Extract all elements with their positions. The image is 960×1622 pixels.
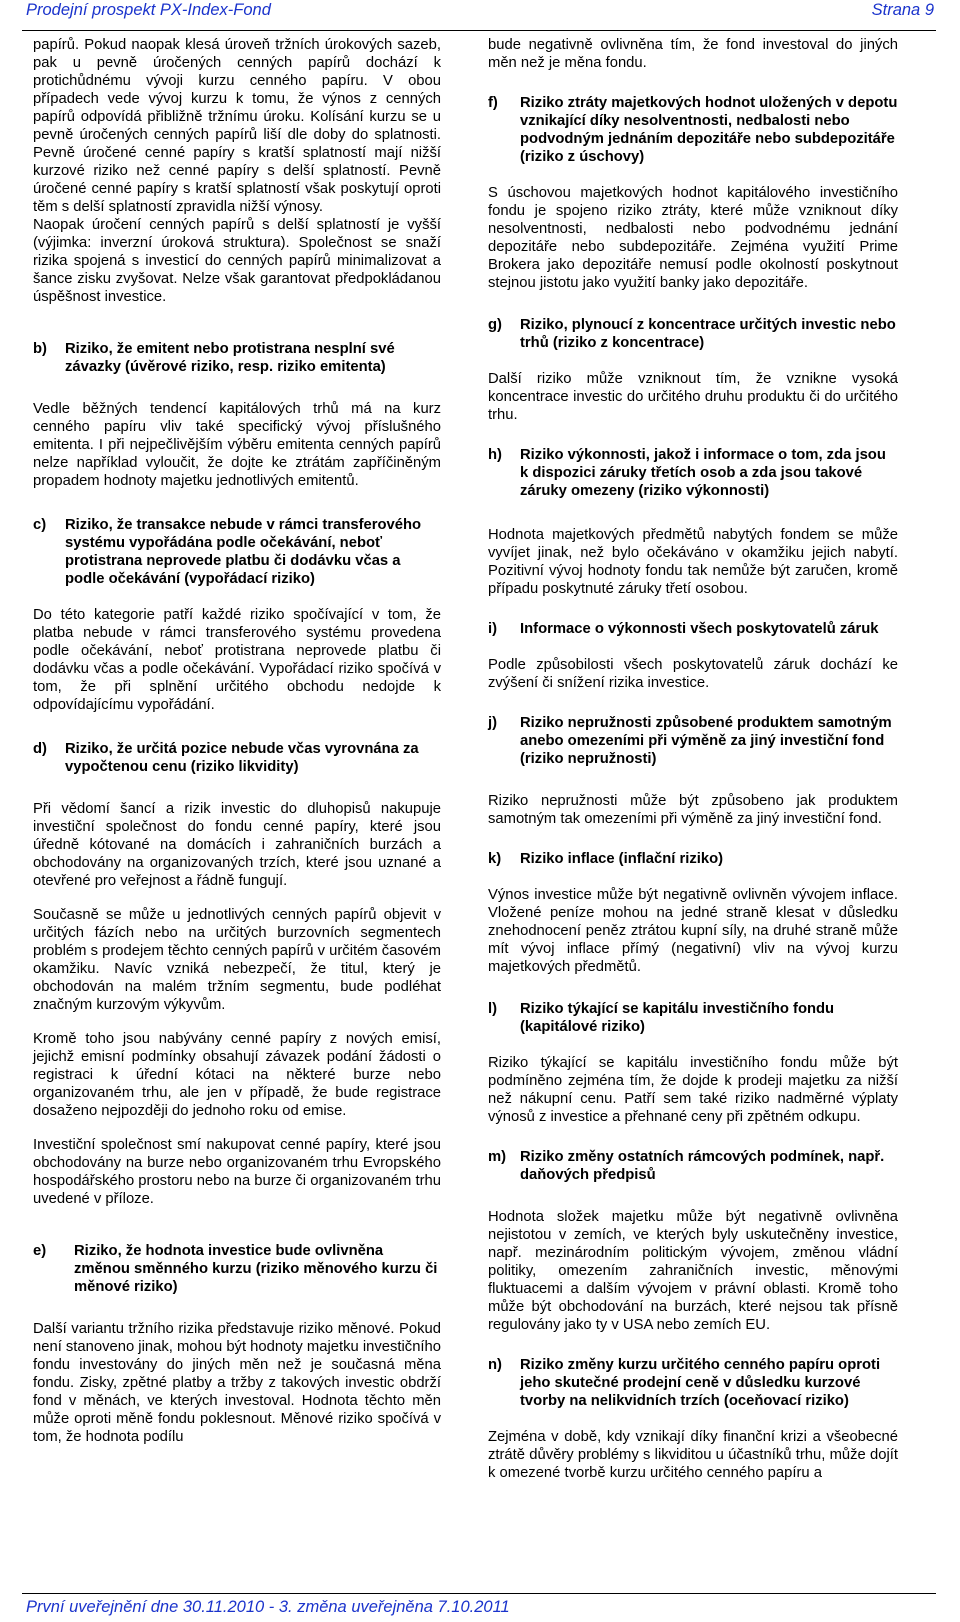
paragraph: Kromě toho jsou nabývány cenné papíry z nových emisí, jejichž emisní podmínky obsahují závazek podání žádosti o registraci k úřední kótaci na některé burze nebo organizovaném trhu, ale jen v případě, že bude registrace dosaženo nejpozději do jednoho roku od emise. (33, 1031, 441, 1119)
paragraph: Podle způsobilosti všech poskytovatelů záruk dochází ke zvýšení či snížení rizika investice. (488, 657, 898, 691)
section-letter: b) (33, 341, 47, 357)
section-letter: l) (488, 1001, 498, 1017)
section-heading-h (488, 446, 898, 500)
paragraph: Riziko nepružnosti může být způsobeno jak produktem samotným tak omezeními při výměně za jiný investiční fond. (488, 793, 898, 827)
page-header (22, 0, 936, 31)
page-footer (22, 1593, 936, 1622)
section-letter: d) (33, 741, 47, 757)
paragraph: Do této kategorie patří každé riziko spočívající v tom, že platba nebude v rámci transferového systému provedena podle očekávání, neboť protistrana neprovede platbu či dodávku včas a podle očekávání. Vypořádací riziko spočívá v tom, že při splnění určitého obchodu nedojde k odpovídajícímu vypořádání. (33, 607, 441, 713)
section-heading-c (33, 516, 441, 588)
section-heading-n (488, 1356, 898, 1410)
paragraph: Současně se může u jednotlivých cenných papírů objevit v určitých fázích nebo na určitých burzovních segmentech problém s prodejem těchto cenných papírů v určitém časovém okamžiku. Navíc vzniká nebezpečí, že titul, který je obchodován na malém tržním segmentu, bude podléhat značným kurzovým výkyvům. (33, 907, 441, 1013)
section-heading-g (488, 316, 898, 352)
paragraph: Riziko týkající se kapitálu investičního fondu může být podmíněno zejména tím, že dojde k prodeji majetku za nižší než nákupní cenu. Patří sem také riziko nadměrné výplaty výnosů z investice a přehnané ceny při zpětném odkupu. (488, 1055, 898, 1125)
section-letter: i) (488, 621, 498, 637)
paragraph: papírů. Pokud naopak klesá úroveň tržních úrokových sazeb, pak u pevně úročených cenných papírů dochází k protichůdnému vývoji kurzu cenného papíru. V obou případech vede vývoj kurzu k tomu, že výnos z cenných papírů odpovídá přibližně tržnímu úroku. Kolísání kurzu se u pevně úročených cenných papírů liší dle doby do splatnosti. Pevně úročené cenné papíry s kratší splatností mají nižší kurzové riziko než cenné papíry s delší splatností. Pevně úročené cenné papíry s kratší splatností však poskytují oproti těm s delší splatností zpravidla nižší výnosy. (33, 37, 441, 215)
section-title: Riziko, že transakce nebude v rámci transferového systému vypořádána podle očekávání, neboť protistrana neprovede platbu či dodávku včas a podle očekávání (vypořádací riziko) (65, 517, 422, 587)
paragraph: Naopak úročení cenných papírů s delší splatností je vyšší (výjimka: inverzní úroková struktura). Společnost se snaží rizika spojená s investicí do cenných papírů minimalizovat a šance zisku zvyšovat. Nelze však garantovat předpokládanou úspěšnost investice. (33, 217, 441, 305)
right-column (488, 36, 898, 1482)
section-letter: m) (488, 1149, 507, 1165)
section-title: Riziko nepružnosti způsobené produktem samotným anebo omezeními při výměně za jiný investiční fond (riziko nepružnosti) (520, 715, 892, 767)
section-letter: c) (33, 517, 47, 533)
section-title: Riziko, že určitá pozice nebude včas vyrovnána za vypočtenou cenu (riziko likvidity) (65, 741, 419, 775)
publication-note: První uveřejnění dne 30.11.2010 - 3. změna uveřejněna 7.10.2011 (26, 1598, 510, 1616)
section-heading-k (488, 850, 898, 868)
section-title: Riziko týkající se kapitálu investičního fondu (kapitálové riziko) (520, 1001, 835, 1035)
paragraph: bude negativně ovlivněna tím, že fond investoval do jiných měn než je měna fondu. (488, 37, 898, 71)
page-number: Strana 9 (871, 1, 934, 19)
left-column (33, 36, 441, 1446)
section-title: Riziko změny kurzu určitého cenného papíru oproti jeho skutečné prodejní ceně v důsledku kurzové tvorby na nelikvidních trzích (oceňovací riziko) (520, 1357, 881, 1409)
section-letter: k) (488, 851, 502, 867)
section-heading-j (488, 714, 898, 768)
section-title: Riziko změny ostatních rámcových podmínek, např. daňových předpisů (520, 1149, 885, 1183)
section-letter: n) (488, 1357, 502, 1373)
section-title: Riziko inflace (inflační riziko) (520, 851, 724, 867)
section-heading-l (488, 1000, 898, 1036)
paragraph: Investiční společnost smí nakupovat cenné papíry, které jsou obchodovány na burze nebo organizovaném trhu Evropského hospodářského prostoru nebo na burze či organizovaném trhu uvedené v příloze. (33, 1137, 441, 1207)
section-heading-f (488, 94, 898, 166)
section-letter: j) (488, 715, 498, 731)
section-heading-m (488, 1148, 898, 1184)
section-title: Informace o výkonnosti všech poskytovatelů záruk (520, 621, 879, 637)
paragraph: Hodnota majetkových předmětů nabytých fondem se může vyvíjet jinak, než bylo očekáváno v okamžiku jejich nabytí. Pozitivní vývoj hodnoty fondu tak nemůže být zaručen, kromě případu poskytnuté záruky třetí osobou. (488, 527, 898, 597)
section-letter: g) (488, 317, 502, 333)
section-letter: e) (33, 1243, 47, 1259)
paragraph: Při vědomí šancí a rizik investic do dluhopisů nakupuje investiční společnost do fondu cenné papíry, které jsou úředně kótované na domácích i zahraničních burzách a obchodovány na organizovaných trzích, které jsou uznané a otevřené pro veřejnost a řádně fungují. (33, 801, 441, 889)
section-heading-e (33, 1242, 441, 1296)
paragraph: Další riziko může vzniknout tím, že vznikne vysoká koncentrace investic do určitého druhu produktu či do určitého trhu. (488, 371, 898, 423)
section-letter: h) (488, 447, 502, 463)
paragraph: Zejména v době, kdy vznikají díky finanční krizi a všeobecné ztrátě důvěry problémy s likviditou u účastníků trhu, může dojít k omezené tvorbě kurzu určitého cenného papíru a (488, 1429, 898, 1481)
section-title: Riziko, že emitent nebo protistrana nesplní své závazky (úvěrové riziko, resp. riziko emitenta) (65, 341, 395, 375)
document-title: Prodejní prospekt PX-Index-Fond (26, 1, 271, 19)
section-heading-i (488, 620, 898, 638)
section-heading-d (33, 740, 441, 776)
section-title: Riziko ztráty majetkových hodnot uložených v depotu vznikající díky nesolventnosti, nedbalosti nebo podvodným jednáním depozitáře nebo subdepozitáře (riziko z úschovy) (520, 95, 898, 165)
paragraph: Další variantu tržního rizika představuje riziko měnové. Pokud není stanoveno jinak, mohou být hodnoty majetku investičního fondu investovány do jiných měn než je současná měna fondu. Zisky, zpětné platby a tržby z takových investic obdrží fond v měnách, ve kterých investoval. Hodnota těchto měn může oproti měně fondu poklesnout. Měnové riziko spočívá v tom, že hodnota podílu (33, 1321, 441, 1445)
section-title: Riziko výkonnosti, jakož i informace o tom, zda jsou k dispozici záruky třetích osob a zda jsou takové záruky omezeny (riziko výkonnosti) (520, 447, 886, 499)
paragraph: Vedle běžných tendencí kapitálových trhů má na kurz cenného papíru vliv také specifický vývoj příslušného emitenta. I při nejpečlivějším výběru emitenta cenných papírů nelze například vyloučit, že dojte ke ztrátám zapříčiněným propadem hodnoty majetku jednotlivých emitentů. (33, 401, 441, 489)
section-title: Riziko, že hodnota investice bude ovlivněna změnou směnného kurzu (riziko měnového kurzu či měnové riziko) (74, 1243, 438, 1295)
section-heading-b (33, 340, 441, 376)
section-letter: f) (488, 95, 498, 111)
paragraph: Výnos investice může být negativně ovlivněn vývojem inflace. Vložené peníze mohou na jedné straně klesat v důsledku znehodnocení peněz ztrátou kupní síly, na druhé straně může mít vývoj inflace přímý (negativní) vliv na vývoj kurzu majetkových předmětů. (488, 887, 898, 975)
section-title: Riziko, plynoucí z koncentrace určitých investic nebo trhů (riziko z koncentrace) (520, 317, 896, 351)
paragraph: Hodnota složek majetku může být negativně ovlivněna nejistotou v zemích, ve kterých byly uskutečněny investice, např. mezinárodním politickým vývojem, změnou vládní politiky, omezením zahraničních investic, měnovými fluktuacemi a dalším vývojem v právní oblasti. Kromě toho může být obchodování na burzách, které nejsou tak přísně regulovány jako ty v USA nebo zemích EU. (488, 1209, 898, 1333)
paragraph: S úschovou majetkových hodnot kapitálového investičního fondu je spojeno riziko ztráty, které může vzniknout díky nesolventnosti, nedbalosti nebo podvodnému jednání depozitáře nebo subdepozitáře. Zejména využití Prime Brokera jako depozitáře nemusí podle okolností poskytnout stejnou jistotu jako využití banky jako depozitáře. (488, 185, 898, 291)
